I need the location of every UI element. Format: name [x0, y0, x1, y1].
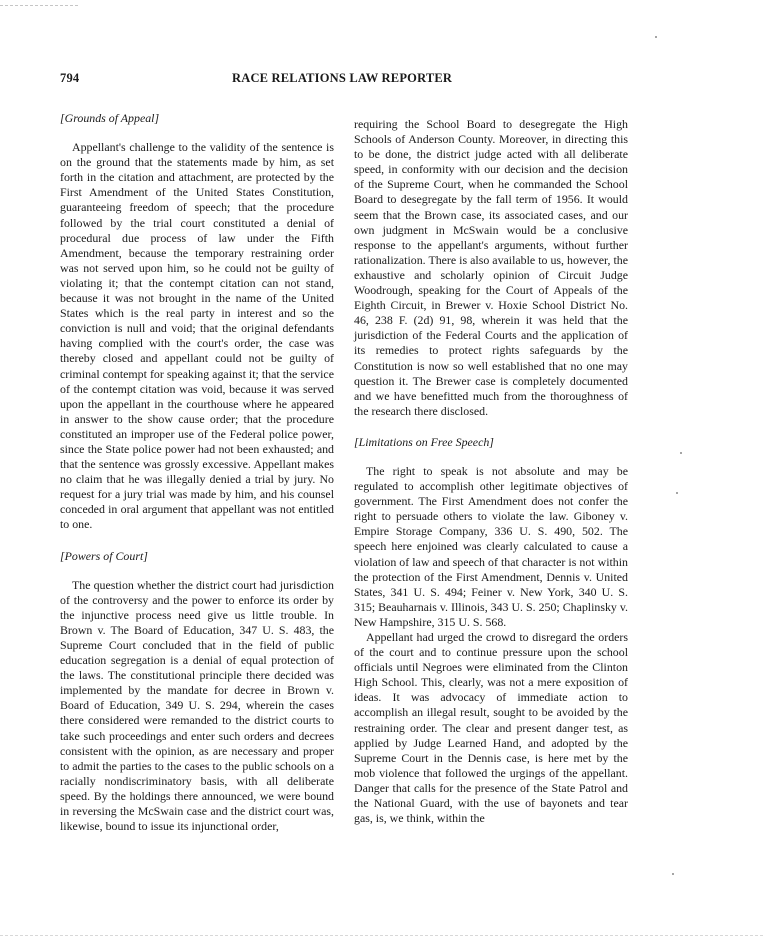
section-heading-powers-of-court: [Powers of Court] — [60, 548, 148, 563]
paragraph-powers-of-court: The question whether the district court had jurisdiction of the controversy and the power to enforce its order by the injunctive process need give us little trouble. In Brown v. The Board of Education, 347 U. S. 483, the Supreme Court concluded that in the field of public education segregation is a denial of equal protection of the laws. The constitutional principle there decided was implemented by the mandate for decree in Brown v. Board of Education, 349 U. S. 294, wherein the cases there considered were remanded to the district courts to take such proceedings and enter such orders and decrees consistent with the opinion, as are necessary and proper to admit the parties to the cases to the public schools on a racially nondiscriminatory basis, with all deliberate speed. By the holdings there announced, we were bound in reversing the McSwain case and the district court was, likewise, bound to issue its injunctional order, — [60, 577, 334, 834]
scan-speck — [676, 492, 678, 494]
journal-title: RACE RELATIONS LAW REPORTER — [232, 71, 453, 85]
paragraph-continuation: requiring the School Board to desegregate the High Schools of Anderson County. Moreover, in directing this to be done, the district judge acted with all deliberate speed, in conformity with our decision and the decision of the Supreme Court, when he commanded the School Board to desegregate by the fall term of 1956. It would seem that the Brown case, its associated cases, and our own judgment in McSwain would be a conclusive response to the appellant's arguments, without further rationalization. There is also available to us, however, the exhaustive and scholarly opinion of Circuit Judge Woodrough, speaking for the Court of Appeals of the Eighth Circuit, in Brewer v. Hoxie School District No. 46, 238 F. (2d) 91, 98, wherein it was held that the jurisdiction of the Federal Courts and the application of its remedies to protect rights safeguards by the Constitution is now so well established that no one may question it. The Brewer case is completely documented and we have benefitted much from the thoroughness of the research there disclosed. — [354, 117, 628, 418]
scan-speck — [672, 873, 674, 875]
running-head — [60, 71, 667, 89]
scan-bottom-edge — [0, 935, 763, 936]
scan-edge-mark — [0, 5, 78, 6]
section-heading-limitations-on-free-speech: [Limitations on Free Speech] — [354, 434, 494, 449]
paragraph-grounds-of-appeal: Appellant's challenge to the validity of the sentence is on the ground that the statements made by him, as set forth in the citation and attachment, are protected by the First Amendment of the United States Constitution, guaranteeing freedom of speech; that the procedure followed by the trial court constituted a denial of procedural due process of law under the Fifth Amendment, because the temporary restraining order was not served upon him, so he could not be guilty of violating it; that the contempt citation can not stand, because it was not brought in the name of the United States which is the real party in interest and so the conviction is null and void; that the original defendants having complied with the court's order, the case was thereby closed and appellant could not be guilty of criminal contempt for speaking against it; that the service of the contempt citation was void, because it was served upon the appellant in the courthouse where he appeared in answer to the show cause order; that the procedure constituted an improper use of the Federal police power, since the State police power had not been exhausted; and that the sentence was grossly excessive. Appellant makes no claim that he was illegally denied a trial by jury. No request for a jury trial was made by him, and his counsel conceded in oral argument that appellant was not entitled to one. — [60, 140, 334, 532]
scan-speck — [655, 36, 657, 38]
right-column — [354, 117, 628, 826]
paragraph-right-to-speak: The right to speak is not absolute and may be regulated to accomplish other legitimate objectives of government. The First Amendment does not confer the right to persuade others to violate the law. Giboney v. Empire Storage Company, 336 U. S. 490, 502. The speech here enjoined was clearly calculated to cause a violation of law and speech of that character is not within the protection of the First Amendment, Dennis v. United States, 341 U. S. 494; Feiner v. New York, 340 U. S. 315; Beauharnais v. Illinois, 343 U. S. 250; Chaplinsky v. New Hampshire, 315 U. S. 568. — [354, 463, 628, 629]
section-heading-grounds-of-appeal: [Grounds of Appeal] — [60, 111, 160, 125]
left-column — [60, 111, 334, 834]
scan-speck — [680, 452, 682, 454]
paragraph-appellant-urged-crowd: Appellant had urged the crowd to disregard the orders of the court and to continue pressure upon the school officials until Negroes were eliminated from the Clinton High School. This, clearly, was not a mere exposition of ideas. It was advocacy of immediate action to accomplish an illegal result, sought to be avoided by the restraining order. The clear and present danger test, as applied by Judge Learned Hand, and adopted by the Supreme Court in the Dennis case, is here met by the mob violence that followed the urgings of the appellant. Danger that calls for the presence of the State Patrol and the National Guard, with the use of bayonets and tear gas, is, we think, within the — [354, 630, 628, 826]
page-number: 794 — [60, 71, 80, 85]
